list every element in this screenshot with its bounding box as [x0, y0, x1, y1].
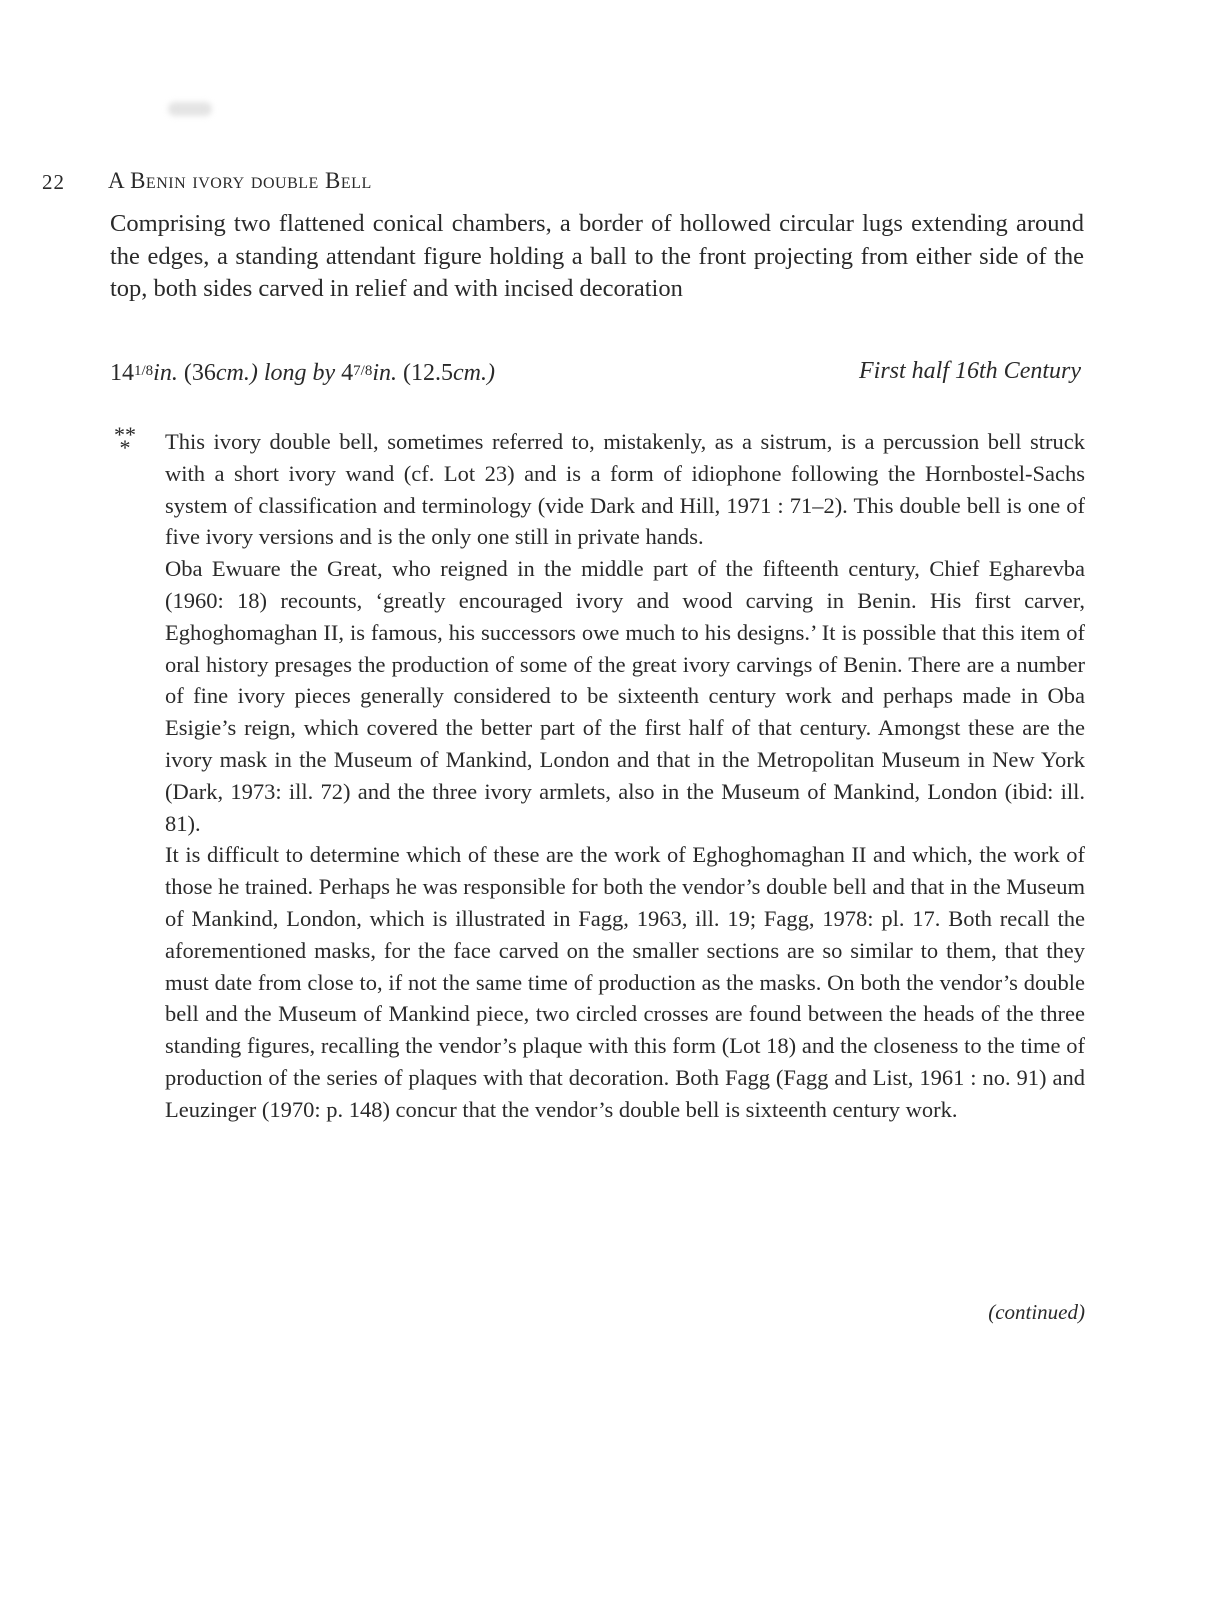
length-cm-unit: cm.) — [215, 360, 258, 386]
note-paragraph: Oba Ewuare the Great, who reigned in the middle part of the fifteenth century, Chief Egharevba (1960: 18) recounts, ‘greatly encouraged ivory and wood carving in Benin. His first carver, Eghoghomaghan II, is famous, his successors owe much to his designs.’ It is possible that this item of oral history presages the production of some of the great ivory carvings of Benin. There are a number of fine ivory pieces generally considered to be sixteenth century work and perhaps made in Oba Esigie’s reign, which covered the better part of the first half of that century. Amongst these are the ivory mask in the Museum of Mankind, London and that in the Metropolitan Museum in New York (Dark, 1973: ill. 72) and the three ivory armlets, also in the Museum of Mankind, London (ibid: ill. 81). — [165, 556, 1085, 836]
length-fraction: 1/8 — [134, 363, 154, 379]
note-paragraph: This ivory double bell, sometimes referred to, mistakenly, as a sistrum, is a percussion bell struck with a short ivory wand (cf. Lot 23) and is a form of idiophone following the Hornbostel-Sachs system of classification and terminology (vide Dark and Hill, 1971 : 71–2). This double bell is one of five ivory versions and is the only one still in private hands. — [165, 429, 1085, 550]
dimension-connector: long by — [263, 360, 336, 386]
scan-smudge — [168, 102, 212, 116]
width-cm-unit: cm.) — [453, 360, 495, 386]
lot-date: First half 16th Century — [859, 358, 1081, 384]
width-whole: 4 — [341, 360, 354, 386]
width-fraction: 7/8 — [353, 363, 373, 379]
lot-dimensions — [110, 360, 495, 387]
width-unit: in. — [372, 360, 397, 386]
note-marker: ** * — [114, 422, 136, 460]
continued-label: (continued) — [988, 1300, 1085, 1324]
catalogue-notes — [165, 426, 1085, 1126]
length-whole: 14 — [110, 360, 134, 386]
width-cm: (12.5 — [403, 360, 453, 386]
lot-number: 22 — [42, 170, 65, 194]
lot-description: Comprising two flattened conical chambers, a border of hollowed circular lugs extending around the edges, a standing attendant figure holding a ball to the front projecting from either side of the top, both sides carved in relief and with incised decoration — [110, 210, 1084, 302]
length-cm: (36 — [183, 360, 216, 386]
length-unit: in. — [153, 360, 178, 386]
note-paragraph: It is difficult to determine which of these are the work of Eghoghomaghan II and which, the work of those he trained. Perhaps he was responsible for both the vendor’s double bell and that in the Museum of Mankind, London, which is illustrated in Fagg, 1963, ill. 19; Fagg, 1978: pl. 17. Both recall the aforementioned masks, for the face carved on the smaller sections are so similar to them, that they must date from close to, if not the same time of production as the masks. On both the vendor’s double bell and the Museum of Mankind piece, two circled crosses are found between the heads of the three standing figures, recalling the vendor’s plaque with this form (Lot 18) and the closeness to the time of production of the series of plaques with that decoration. Both Fagg (Fagg and List, 1961 : no. 91) and Leuzinger (1970: p. 148) concur that the vendor’s double bell is sixteenth century work. — [165, 842, 1085, 1122]
lot-title: A Benin ivory double Bell — [108, 168, 372, 193]
